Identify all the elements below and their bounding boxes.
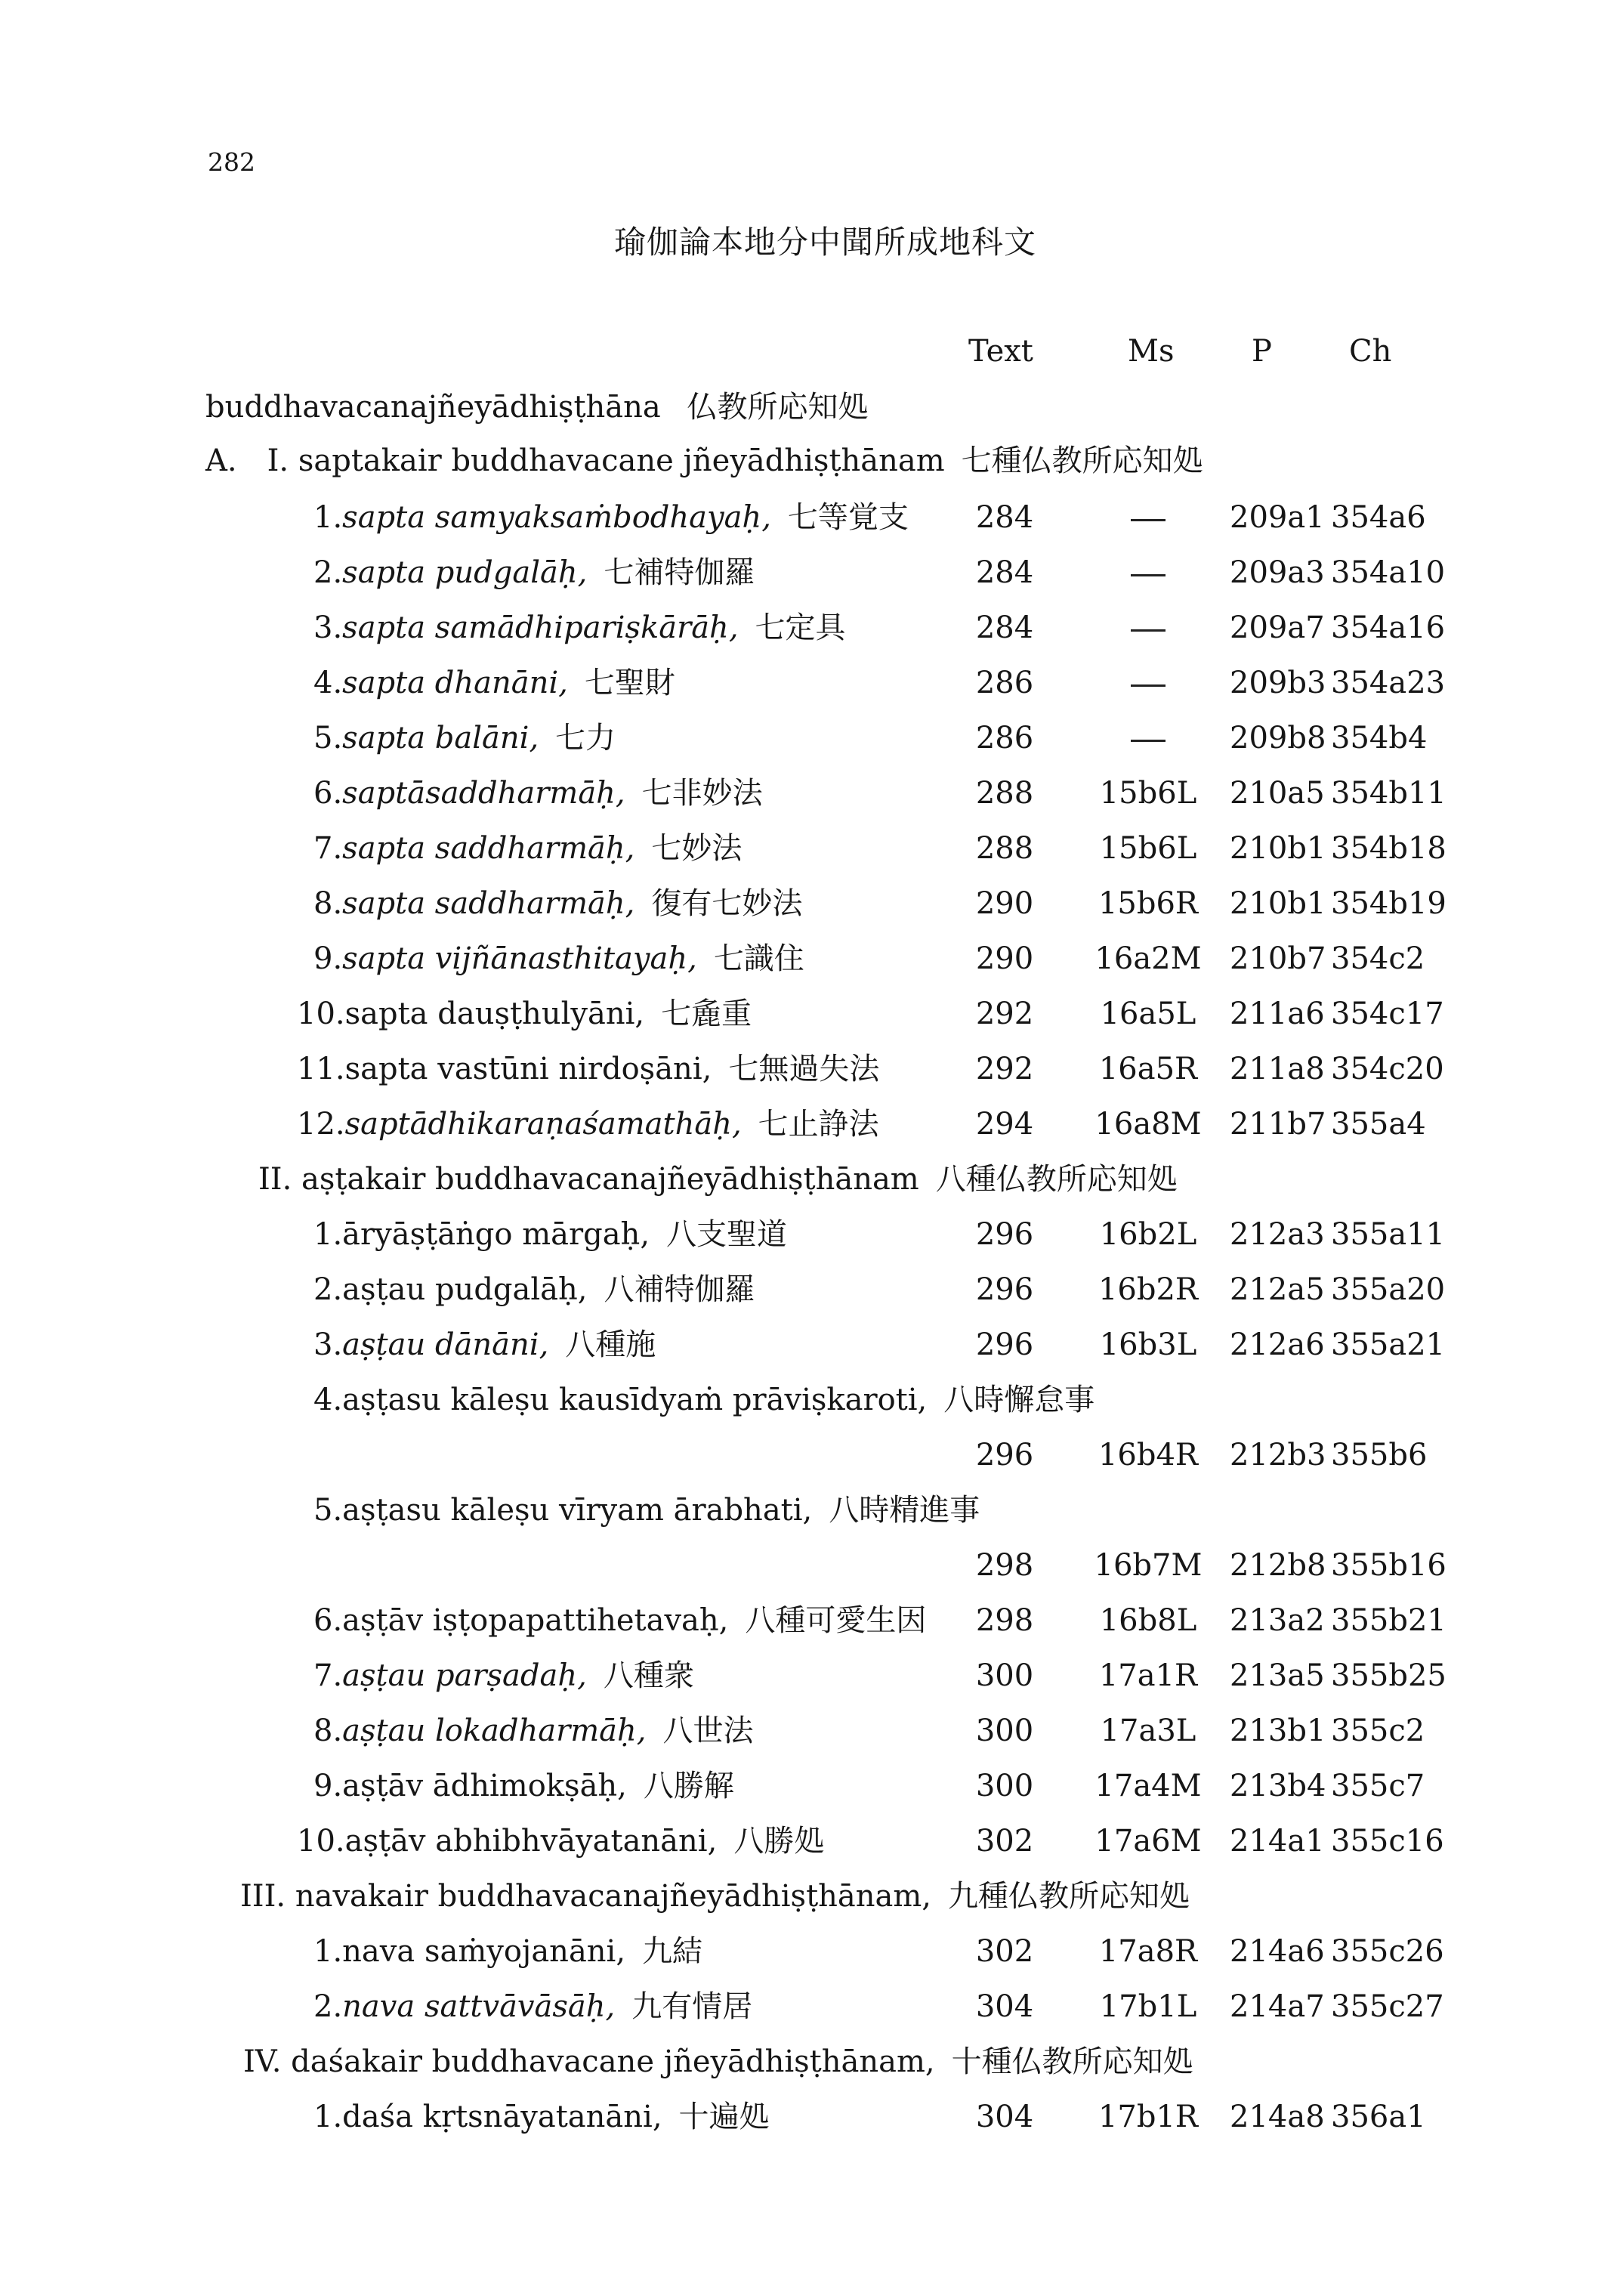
entry-row xyxy=(313,1653,694,1698)
dash-mark xyxy=(1131,574,1166,576)
entry-sanskrit: nava sattvāvāsāḥ, xyxy=(342,1989,616,2024)
entry-number: A. I. saptakair buddhavacane jñeyādhiṣṭhānam xyxy=(205,443,945,478)
entry-row xyxy=(297,1819,824,1864)
cell-p: 211b7 xyxy=(1230,1107,1326,1142)
entry-row xyxy=(313,936,804,981)
entry-chinese: 七定具 xyxy=(755,610,846,645)
cell-text-page: 300 xyxy=(975,1714,1034,1748)
cell-ms: 16b3L xyxy=(1099,1327,1197,1362)
entry-row xyxy=(313,1377,1095,1423)
cell-ch: 355a11 xyxy=(1331,1217,1446,1252)
cell-p: 209a3 xyxy=(1230,555,1325,590)
cell-ch: 355b21 xyxy=(1331,1603,1446,1638)
cell-ch: 355a20 xyxy=(1331,1272,1446,1307)
cell-ms xyxy=(1091,550,1205,595)
cell-p: 213a5 xyxy=(1230,1658,1325,1693)
cell-p: 212a5 xyxy=(1230,1272,1325,1307)
entry-sanskrit: sapta pudgalāḥ, xyxy=(342,555,588,590)
cell-text-page: 286 xyxy=(975,721,1034,756)
entry-sanskrit: sapta saddharmāḥ, xyxy=(342,886,635,921)
entry-chinese: 九有情居 xyxy=(631,1989,753,2024)
entry-chinese: 八支聖道 xyxy=(666,1217,788,1252)
entry-chinese: 八世法 xyxy=(662,1714,754,1748)
entry-number: 10. xyxy=(297,997,345,1031)
entry-sanskrit: sapta saddharmāḥ, xyxy=(342,831,635,866)
entry-sanskrit: aṣṭau lokadharmāḥ, xyxy=(342,1714,647,1748)
cell-ch: 354c2 xyxy=(1331,941,1425,976)
cell-p: 209b8 xyxy=(1230,721,1326,756)
entry-chinese: 九種仏教所応知処 xyxy=(948,1879,1190,1914)
section-heading xyxy=(258,1157,1178,1202)
cell-ms: 16b4R xyxy=(1098,1438,1199,1472)
cell-p: 212b3 xyxy=(1230,1438,1326,1472)
root-latin: buddhavacanajñeyādhiṣṭhāna xyxy=(205,390,661,425)
entry-sanskrit: aṣṭāv iṣṭopapattihetavaḥ, xyxy=(342,1603,729,1638)
entry-row xyxy=(313,1763,734,1809)
cell-text-page: 304 xyxy=(975,1989,1034,2024)
entry-sanskrit: nava saṁyojanāni, xyxy=(342,1934,626,1969)
entry-chinese: 七麁重 xyxy=(661,997,752,1031)
entry-row xyxy=(313,1212,787,1257)
cell-text-page: 302 xyxy=(975,1934,1034,1969)
dash-mark xyxy=(1131,519,1166,521)
entry-sanskrit: saptādhikaraṇaśamathāḥ, xyxy=(344,1107,742,1142)
dash-mark xyxy=(1131,684,1166,687)
cell-ch: 354b11 xyxy=(1331,776,1446,811)
cell-ch: 354a6 xyxy=(1331,500,1426,535)
entry-chinese: 七聖財 xyxy=(584,666,675,700)
entry-row xyxy=(313,771,763,816)
page-number: 282 xyxy=(208,147,255,177)
entry-row xyxy=(313,1488,980,1533)
entry-number: 5. xyxy=(313,1493,343,1528)
cell-text-page: 290 xyxy=(975,941,1034,976)
cell-text-page: 300 xyxy=(975,1769,1034,1803)
entry-sanskrit: sapta dhanāni, xyxy=(342,666,568,700)
entry-chinese: 八補特伽羅 xyxy=(604,1272,755,1307)
entry-number: IV. daśakair buddhavacane jñeyādhiṣṭhānam, xyxy=(243,2044,935,2079)
entry-number: 8. xyxy=(313,886,343,921)
entry-chinese: 七妙法 xyxy=(651,831,743,866)
entry-chinese: 八時懈怠事 xyxy=(943,1383,1095,1417)
cell-p: 213b4 xyxy=(1230,1769,1326,1803)
cell-ms: 15b6L xyxy=(1099,776,1197,811)
entry-row xyxy=(313,495,909,540)
cell-ch: 355c16 xyxy=(1331,1824,1444,1859)
cell-ms: 17a8R xyxy=(1098,1934,1198,1969)
entry-number: 9. xyxy=(313,1769,343,1803)
cell-p: 214a7 xyxy=(1230,1989,1325,2024)
entry-chinese: 八種施 xyxy=(565,1327,656,1362)
entry-number: 5. xyxy=(313,721,343,756)
cell-ms xyxy=(1091,715,1205,761)
cell-ms: 16b2R xyxy=(1098,1272,1199,1307)
entry-row xyxy=(313,2094,770,2140)
cell-ms: 15b6R xyxy=(1098,886,1199,921)
cell-text-page: 290 xyxy=(975,886,1034,921)
cell-ch: 355c7 xyxy=(1331,1769,1425,1803)
cell-ch: 355b25 xyxy=(1331,1658,1446,1693)
dash-mark xyxy=(1131,740,1166,742)
entry-row xyxy=(297,991,752,1037)
entry-number: 8. xyxy=(313,1714,343,1748)
cell-p: 209b3 xyxy=(1230,666,1326,700)
entry-sanskrit: aṣṭāv abhibhvāyatanāni, xyxy=(344,1824,718,1859)
cell-text-page: 284 xyxy=(975,610,1034,645)
cell-text-page: 288 xyxy=(975,831,1034,866)
cell-p: 211a6 xyxy=(1230,997,1325,1031)
entry-chinese: 八時精進事 xyxy=(829,1493,980,1528)
column-header-ch: Ch xyxy=(1349,334,1392,369)
entry-sanskrit: sapta samādhipariṣkārāḥ, xyxy=(342,610,739,645)
cell-text-page: 296 xyxy=(975,1272,1034,1307)
cell-ch: 355b16 xyxy=(1331,1548,1446,1583)
cell-p: 214a8 xyxy=(1230,2100,1325,2134)
cell-p: 212a3 xyxy=(1230,1217,1325,1252)
cell-ms: 17a4M xyxy=(1095,1769,1202,1803)
cell-ms: 15b6L xyxy=(1099,831,1197,866)
entry-row xyxy=(313,826,742,871)
cell-ms: 17b1L xyxy=(1099,1989,1197,2024)
entry-sanskrit: aṣṭau parṣadaḥ, xyxy=(342,1658,587,1693)
cell-ms: 17a1R xyxy=(1098,1658,1198,1693)
entry-row xyxy=(313,1598,926,1643)
cell-text-page: 304 xyxy=(975,2100,1034,2134)
cell-p: 213b1 xyxy=(1230,1714,1326,1748)
entry-number: 9. xyxy=(313,941,343,976)
entry-number: 1. xyxy=(313,2100,343,2134)
section-heading xyxy=(205,438,1203,484)
entry-number: 1. xyxy=(313,1217,343,1252)
cell-p: 209a7 xyxy=(1230,610,1325,645)
cell-text-page: 296 xyxy=(975,1327,1034,1362)
entry-number: 12. xyxy=(297,1107,345,1142)
entry-number: 7. xyxy=(313,1658,343,1693)
cell-ch: 355c27 xyxy=(1331,1989,1444,2024)
entry-row xyxy=(313,1322,656,1367)
entry-row xyxy=(313,605,846,650)
entry-row xyxy=(313,881,802,926)
entry-row xyxy=(313,1929,702,1974)
entry-chinese: 八勝処 xyxy=(733,1824,825,1859)
cell-p: 211a8 xyxy=(1230,1052,1325,1086)
entry-number: 2. xyxy=(313,555,343,590)
cell-text-page: 298 xyxy=(975,1603,1034,1638)
cell-text-page: 296 xyxy=(975,1438,1034,1472)
column-header-p: P xyxy=(1252,334,1272,369)
cell-ms: 16a2M xyxy=(1095,941,1202,976)
cell-text-page: 292 xyxy=(975,997,1034,1031)
cell-ms: 16b8L xyxy=(1099,1603,1197,1638)
root-cjk: 仏教所応知処 xyxy=(687,390,869,425)
cell-p: 210a5 xyxy=(1230,776,1325,811)
entry-number: 3. xyxy=(313,610,343,645)
cell-text-page: 292 xyxy=(975,1052,1034,1086)
cell-text-page: 302 xyxy=(975,1824,1034,1859)
entry-number: 6. xyxy=(313,776,343,811)
entry-chinese: 七識住 xyxy=(713,941,804,976)
entry-sanskrit: sapta samyaksaṁbodhayaḥ, xyxy=(342,500,771,535)
cell-p: 210b1 xyxy=(1230,831,1326,866)
entry-sanskrit: sapta vastūni nirdoṣāni, xyxy=(344,1052,712,1086)
cell-ms: 17b1R xyxy=(1098,2100,1199,2134)
entry-number: II. aṣṭakair buddhavacanajñeyādhiṣṭhānam xyxy=(258,1162,919,1197)
entry-number: 4. xyxy=(313,1383,343,1417)
cell-ms xyxy=(1091,605,1205,650)
cell-ms: 16a5R xyxy=(1098,1052,1198,1086)
section-heading xyxy=(240,1874,1190,1919)
entry-sanskrit: aṣṭasu kāleṣu vīryam ārabhati, xyxy=(342,1493,813,1528)
cell-ch: 356a1 xyxy=(1331,2100,1426,2134)
entry-row xyxy=(313,550,755,595)
cell-ch: 354c17 xyxy=(1331,997,1444,1031)
cell-ch: 354c20 xyxy=(1331,1052,1444,1086)
cell-ms xyxy=(1091,660,1205,706)
entry-number: 7. xyxy=(313,831,343,866)
entry-sanskrit: aṣṭāv ādhimokṣāḥ, xyxy=(342,1769,627,1803)
entry-chinese: 復有七妙法 xyxy=(651,886,803,921)
entry-number: 10. xyxy=(297,1824,345,1859)
entry-row xyxy=(297,1102,879,1147)
cell-text-page: 288 xyxy=(975,776,1034,811)
cell-ch: 354a16 xyxy=(1331,610,1446,645)
entry-row xyxy=(313,1267,755,1312)
cell-ch: 354b4 xyxy=(1331,721,1428,756)
cell-p: 214a6 xyxy=(1230,1934,1325,1969)
entry-sanskrit: aṣṭau pudgalāḥ, xyxy=(342,1272,588,1307)
section-heading xyxy=(243,2039,1193,2084)
cell-ch: 355c2 xyxy=(1331,1714,1425,1748)
cell-ms: 16b2L xyxy=(1099,1217,1197,1252)
cell-text-page: 284 xyxy=(975,500,1034,535)
entry-row xyxy=(313,660,675,706)
column-header-ms: Ms xyxy=(1128,334,1175,369)
cell-ms: 16a8M xyxy=(1095,1107,1202,1142)
cell-p: 213a2 xyxy=(1230,1603,1325,1638)
cell-ch: 355a21 xyxy=(1331,1327,1446,1362)
cell-ch: 355c26 xyxy=(1331,1934,1444,1969)
cell-ch: 355a4 xyxy=(1331,1107,1426,1142)
entry-sanskrit: aṣṭau dānāni, xyxy=(342,1327,549,1362)
entry-sanskrit: sapta balāni, xyxy=(342,721,539,756)
cell-text-page: 286 xyxy=(975,666,1034,700)
cell-p: 212a6 xyxy=(1230,1327,1325,1362)
entry-chinese: 七非妙法 xyxy=(641,776,763,811)
dash-mark xyxy=(1131,629,1166,632)
entry-chinese: 九結 xyxy=(642,1934,703,1969)
cell-ch: 354b19 xyxy=(1331,886,1446,921)
entry-chinese: 七補特伽羅 xyxy=(604,555,755,590)
cell-p: 209a1 xyxy=(1230,500,1325,535)
entry-chinese: 七種仏教所応知処 xyxy=(961,443,1203,478)
entry-sanskrit: sapta vijñānasthitayaḥ, xyxy=(342,941,697,976)
cell-p: 214a1 xyxy=(1230,1824,1325,1859)
cell-text-page: 300 xyxy=(975,1658,1034,1693)
entry-chinese: 七無過失法 xyxy=(728,1052,880,1086)
cell-ch: 354a23 xyxy=(1331,666,1446,700)
cell-text-page: 284 xyxy=(975,555,1034,590)
entry-sanskrit: saptāsaddharmāḥ, xyxy=(342,776,625,811)
cell-ms: 17a6M xyxy=(1095,1824,1202,1859)
entry-chinese: 十遍処 xyxy=(678,2100,770,2134)
entry-number: 1. xyxy=(313,1934,343,1969)
entry-chinese: 七力 xyxy=(555,721,616,756)
entry-row xyxy=(297,1046,879,1092)
cell-ch: 355b6 xyxy=(1331,1438,1428,1472)
entry-chinese: 七等覚支 xyxy=(787,500,909,535)
cell-p: 212b8 xyxy=(1230,1548,1326,1583)
entry-row xyxy=(313,1708,754,1754)
entry-number: 6. xyxy=(313,1603,343,1638)
entry-row xyxy=(313,715,616,761)
entry-number: 11. xyxy=(297,1052,345,1086)
cell-ms xyxy=(1091,495,1205,540)
cell-text-page: 296 xyxy=(975,1217,1034,1252)
cell-ms: 17a3L xyxy=(1100,1714,1196,1748)
cell-ms: 16b7M xyxy=(1094,1548,1203,1583)
entry-chinese: 十種仏教所応知処 xyxy=(951,2044,1193,2079)
entry-number: III. navakair buddhavacanajñeyādhiṣṭhānam, xyxy=(240,1879,931,1914)
entry-number: 4. xyxy=(313,666,343,700)
cell-text-page: 298 xyxy=(975,1548,1034,1583)
cell-p: 210b1 xyxy=(1230,886,1326,921)
column-header-text: Text xyxy=(968,334,1033,369)
entry-chinese: 八勝解 xyxy=(643,1769,734,1803)
page-title: 瑜伽論本地分中聞所成地科文 xyxy=(613,224,1036,261)
entry-number: 3. xyxy=(313,1327,343,1362)
cell-ms: 16a5L xyxy=(1100,997,1196,1031)
entry-chinese: 八種可愛生因 xyxy=(745,1603,927,1638)
entry-number: 1. xyxy=(313,500,343,535)
entry-sanskrit: aṣṭasu kāleṣu kausīdyaṁ prāviṣkaroti, xyxy=(342,1383,928,1417)
cell-ch: 354b18 xyxy=(1331,831,1446,866)
entry-chinese: 七止諍法 xyxy=(758,1107,879,1142)
entry-number: 2. xyxy=(313,1989,343,2024)
entry-sanskrit: sapta dauṣṭhulyāni, xyxy=(344,997,645,1031)
entry-chinese: 八種仏教所応知処 xyxy=(935,1162,1178,1197)
entry-sanskrit: āryāṣṭāṅgo mārgaḥ, xyxy=(342,1217,650,1252)
entry-number: 2. xyxy=(313,1272,343,1307)
entry-row xyxy=(313,1984,752,2029)
cell-text-page: 294 xyxy=(975,1107,1034,1142)
cell-p: 210b7 xyxy=(1230,941,1326,976)
entry-sanskrit: daśa kṛtsnāyatanāni, xyxy=(342,2100,662,2134)
entry-chinese: 八種衆 xyxy=(603,1658,694,1693)
cell-ch: 354a10 xyxy=(1331,555,1446,590)
root-heading xyxy=(205,385,868,430)
